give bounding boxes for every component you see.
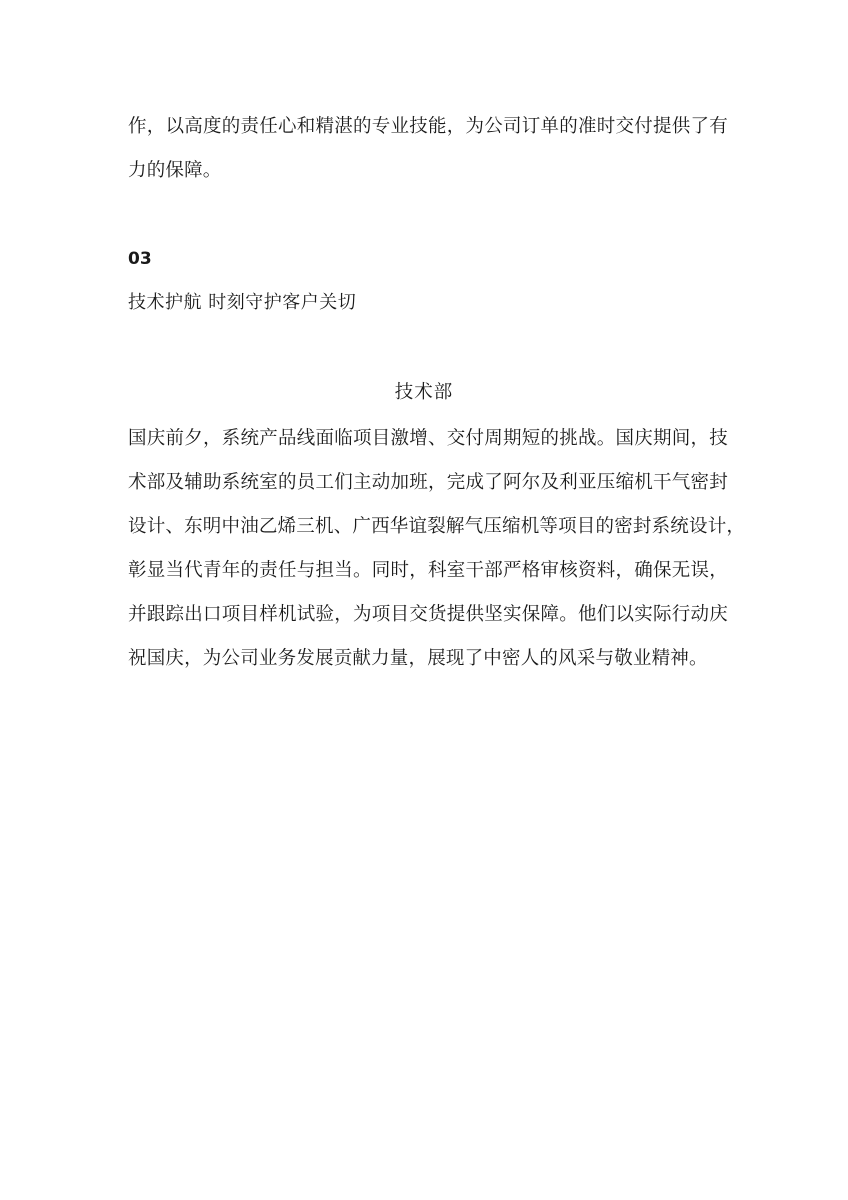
body-paragraph-line-2: 术部及辅助系统室的员工们主动加班，完成了阿尔及利亚压缩机干气密封	[128, 472, 728, 493]
body-paragraph-line-6: 祝国庆，为公司业务发展贡献力量，展现了中密人的风采与敬业精神。	[128, 648, 708, 669]
department-heading: 技术部	[394, 382, 454, 403]
body-paragraph-line-3: 设计、东明中油乙烯三机、广西华谊裂解气压缩机等项目的密封系统设计，	[128, 516, 746, 537]
body-paragraph-line-1: 国庆前夕，系统产品线面临项目激增、交付周期短的挑战。国庆期间，技	[128, 428, 728, 449]
section-number: 03	[128, 249, 152, 269]
section-title: 技术护航 时刻守护客户关切	[128, 292, 357, 313]
intro-paragraph-line-1: 作，以高度的责任心和精湛的专业技能，为公司订单的准时交付提供了有	[128, 116, 728, 137]
body-paragraph-line-5: 并跟踪出口项目样机试验，为项目交货提供坚实保障。他们以实际行动庆	[128, 604, 728, 625]
intro-paragraph-line-2: 力的保障。	[128, 160, 222, 181]
body-paragraph-line-4: 彰显当代青年的责任与担当。同时，科室干部严格审核资料，确保无误，	[128, 560, 728, 581]
